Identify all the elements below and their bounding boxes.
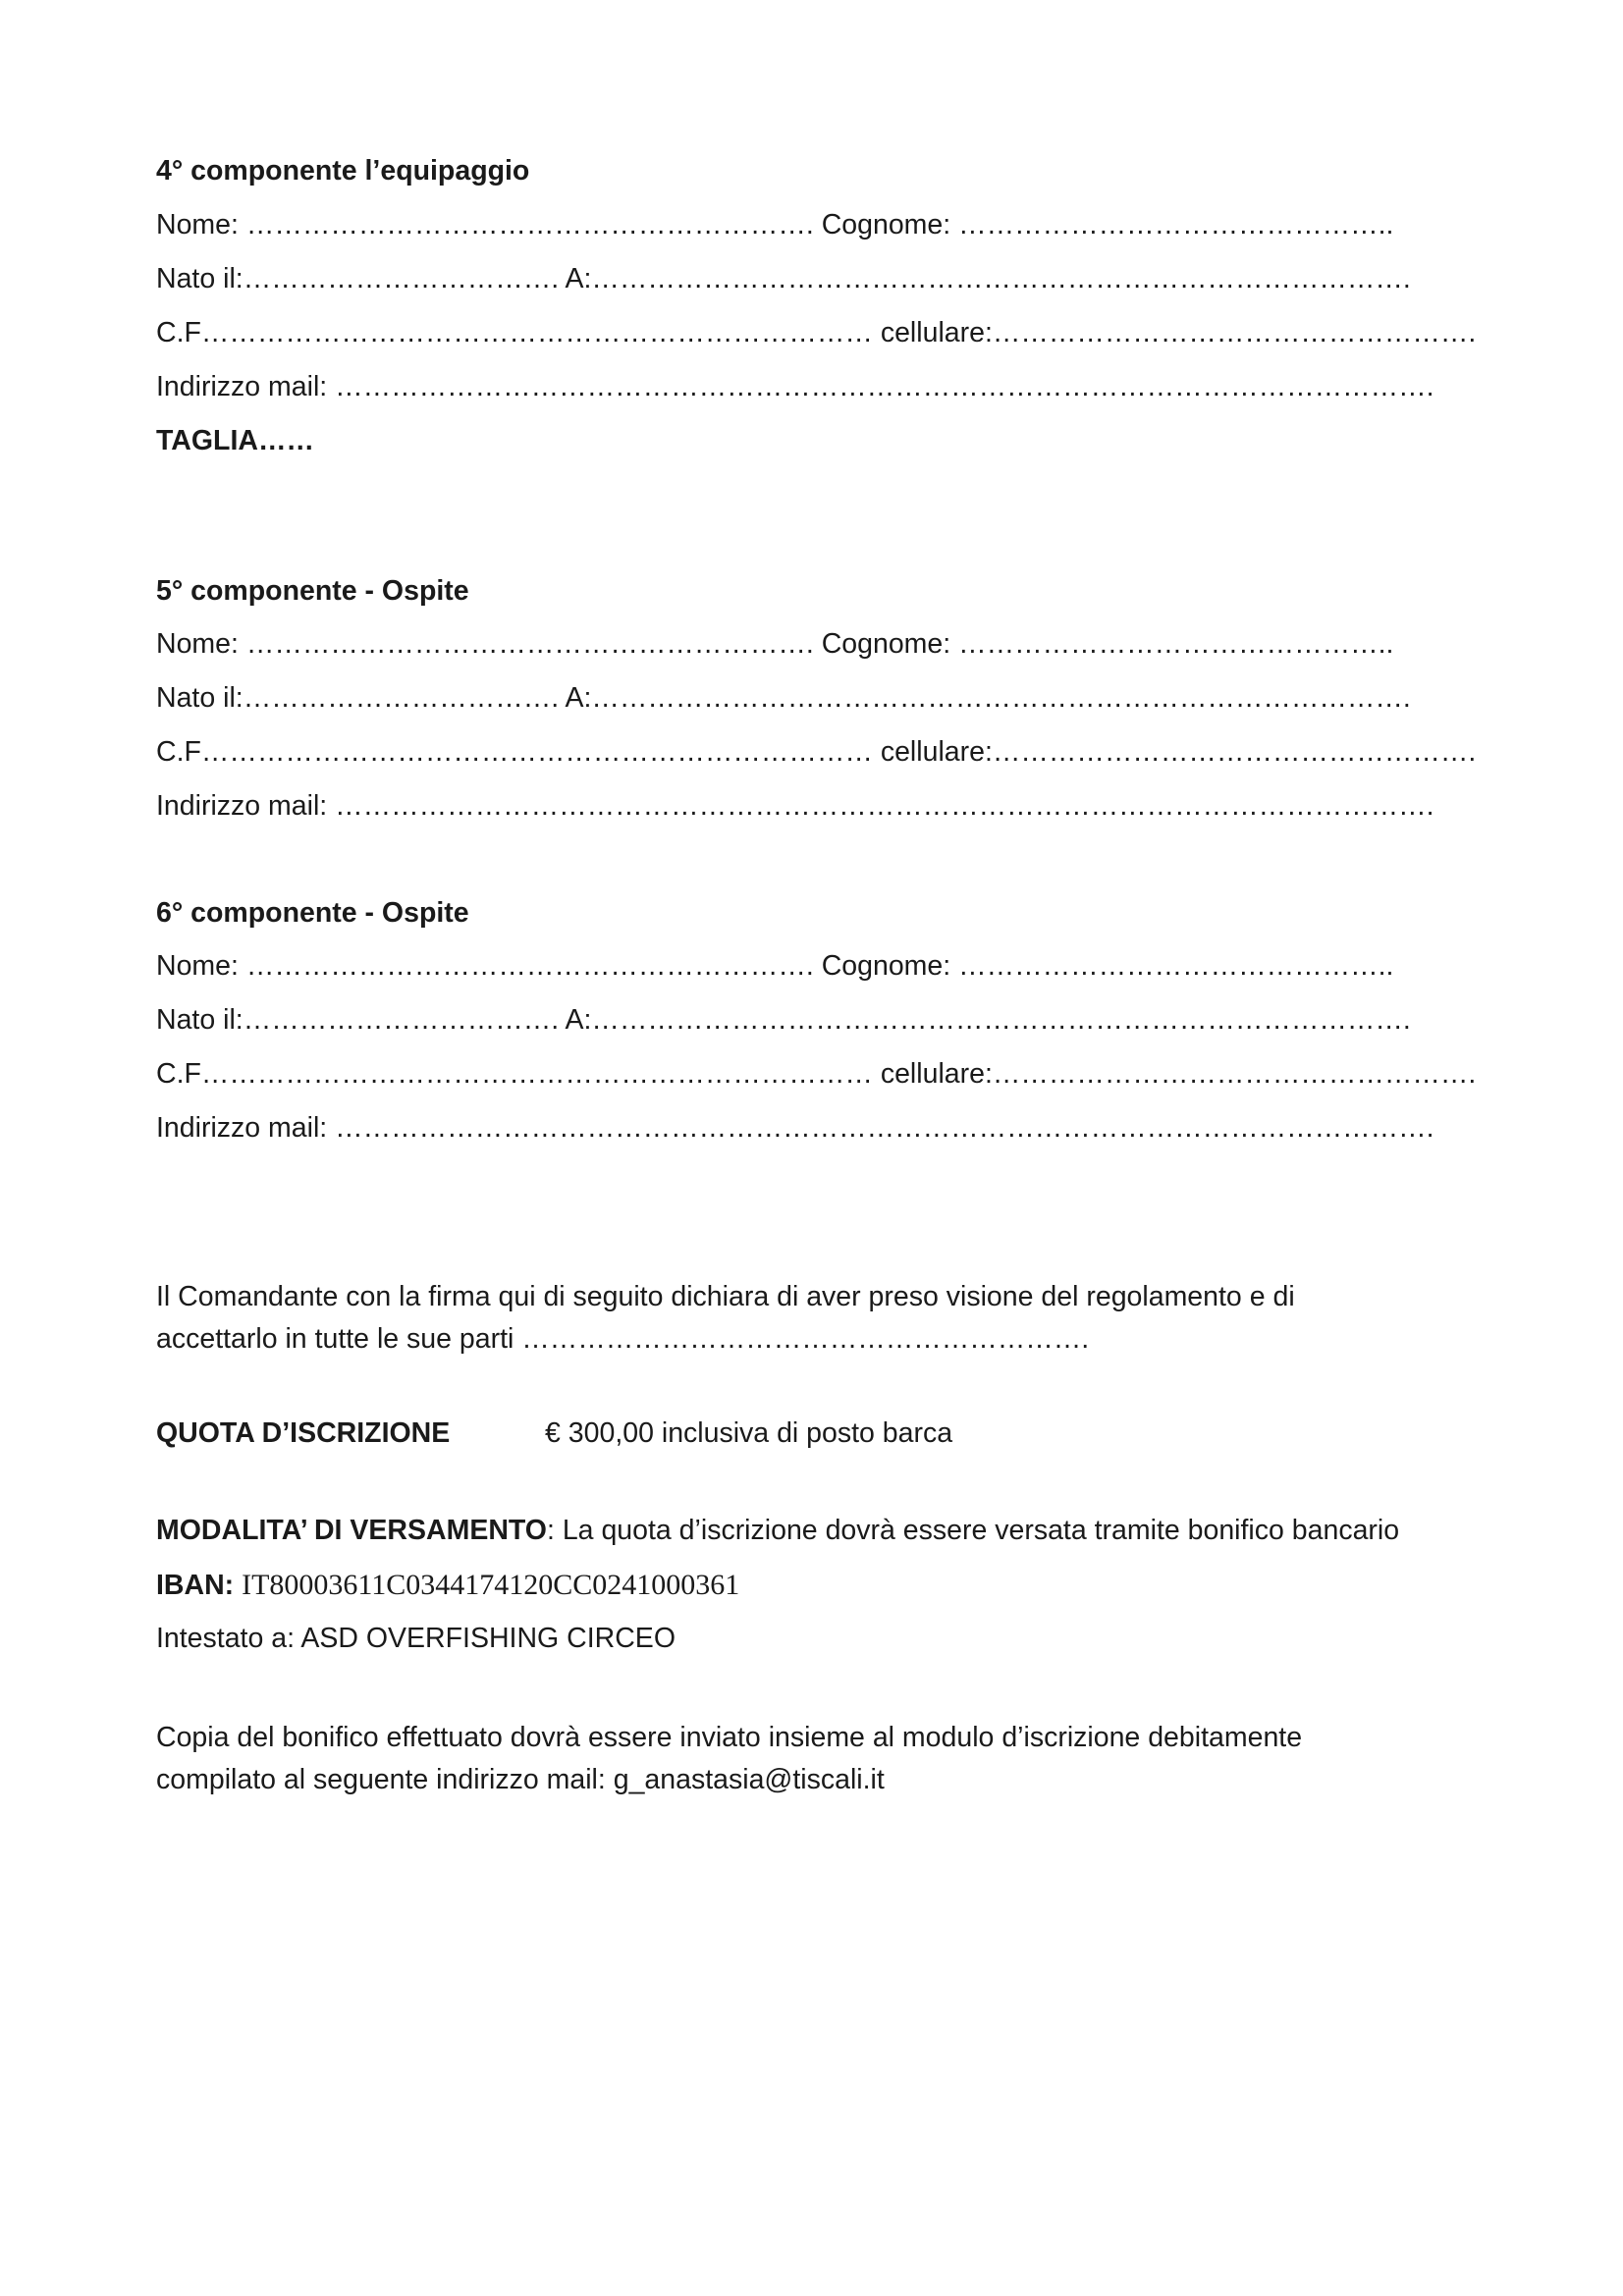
section-5-birth-line: Nato il:……………………………. A:……………………………………………………………………………. — [156, 682, 1411, 714]
section-4-email-line: Indirizzo mail: ………………………………………………………………………………………………………. — [156, 371, 1434, 402]
section-6-birth-line: Nato il:……………………………. A:……………………………………………………………………………. — [156, 1004, 1411, 1036]
section-6-email-line: Indirizzo mail: ………………………………………………………………………………………………………. — [156, 1112, 1434, 1144]
intestato-line: Intestato a: ASD OVERFISHING CIRCEO — [156, 1623, 676, 1654]
note-line-1: Copia del bonifico effettuato dovrà essere inviato insieme al modulo d’iscrizione debitamente — [156, 1722, 1303, 1753]
iban-label: IBAN: — [156, 1570, 235, 1601]
payment-label: MODALITA’ DI VERSAMENTO — [156, 1515, 547, 1546]
section-6-cf-line: C.F……………………………………………………………… cellulare:……………………………………………. — [156, 1058, 1477, 1090]
payment-text: : La quota d’iscrizione dovrà essere versata tramite bonifico bancario — [546, 1515, 1400, 1546]
section-6-heading: 6° componente - Ospite — [156, 897, 469, 929]
iban-value: IT80003611C0344174120CC0241000361 — [242, 1569, 740, 1601]
quota-label: QUOTA D’ISCRIZIONE — [156, 1417, 451, 1449]
section-4-taglia: TAGLIA…… — [156, 425, 314, 456]
payment-line — [156, 1517, 1399, 1545]
quota-value: € 300,00 inclusiva di posto barca — [545, 1417, 953, 1449]
section-4-birth-line: Nato il:……………………………. A:……………………………………………………………………………. — [156, 263, 1411, 294]
declaration-line-1: Il Comandante con la firma qui di seguito dichiara di aver preso visione del regolamento e di — [156, 1281, 1295, 1312]
section-4-heading: 4° componente l’equipaggio — [156, 155, 530, 187]
section-4-cf-line: C.F……………………………………………………………… cellulare:……………………………………………. — [156, 317, 1477, 348]
section-4-name-line: Nome: ……………………………………………………. Cognome: ……………………………………….. — [156, 209, 1394, 240]
section-5-heading: 5° componente - Ospite — [156, 575, 469, 607]
section-5-cf-line: C.F……………………………………………………………… cellulare:……………………………………………. — [156, 736, 1477, 768]
section-6-name-line: Nome: ……………………………………………………. Cognome: ……………………………………….. — [156, 950, 1394, 982]
iban-line — [156, 1571, 739, 1600]
section-5-name-line: Nome: ……………………………………………………. Cognome: ……………………………………….. — [156, 628, 1394, 660]
note-line-2: compilato al seguente indirizzo mail: g_anastasia@tiscali.it — [156, 1764, 885, 1795]
section-5-email-line: Indirizzo mail: ………………………………………………………………………………………………………. — [156, 790, 1434, 822]
declaration-line-2: accettarlo in tutte le sue parti ……………………………………………………. — [156, 1323, 1090, 1355]
